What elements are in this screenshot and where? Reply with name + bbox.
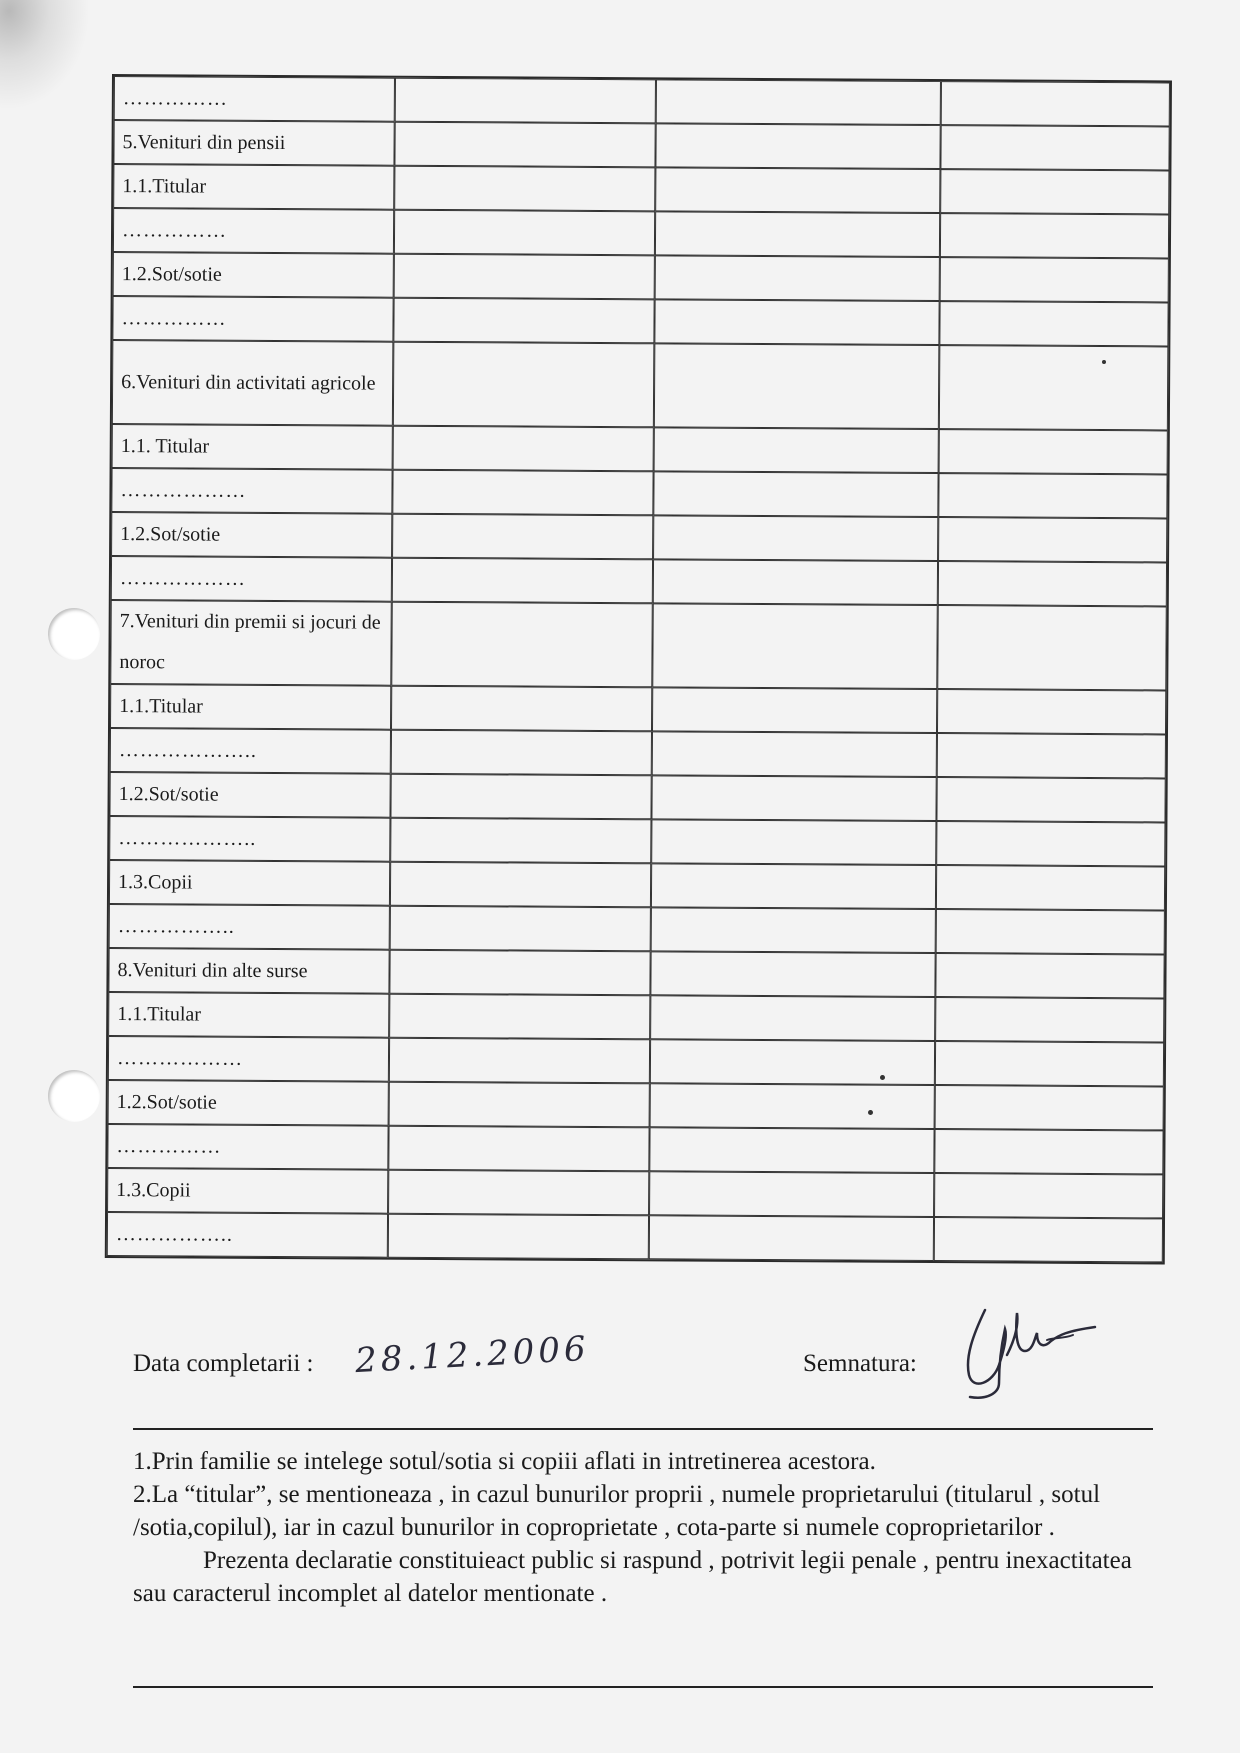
table-row xyxy=(110,728,1166,778)
date-value-handwritten: 28.12.2006 xyxy=(354,1328,591,1382)
empty-cell xyxy=(649,1171,934,1217)
empty-cell xyxy=(653,515,938,561)
empty-cell xyxy=(940,125,1169,170)
row-label: 1.3.Copii xyxy=(107,1168,388,1214)
punch-hole-bottom xyxy=(48,1070,100,1122)
table-row xyxy=(109,816,1165,866)
empty-cell xyxy=(651,863,936,909)
footnote-2: 2.La “titular”, se mentioneaza , in cazul bunurilor proprii , numele proprietarului (titularul , sotul /sotia,copilul), iar in cazul bunurilor in coproprietate , cota-parte si numele coproprietarilor . xyxy=(133,1481,1101,1541)
empty-cell xyxy=(390,862,651,908)
row-label: ……………… xyxy=(111,468,392,514)
empty-cell xyxy=(935,1041,1164,1086)
empty-cell xyxy=(934,1217,1163,1262)
empty-cell xyxy=(654,343,940,429)
empty-cell xyxy=(392,558,653,604)
empty-cell xyxy=(650,995,935,1041)
separator-line-bottom xyxy=(133,1686,1153,1688)
handwritten-signature xyxy=(955,1295,1105,1405)
empty-cell xyxy=(656,79,941,125)
empty-cell xyxy=(649,1127,934,1173)
empty-cell xyxy=(389,1038,650,1084)
empty-cell xyxy=(388,1126,649,1172)
table-row xyxy=(112,296,1168,346)
empty-cell xyxy=(388,1170,649,1216)
empty-cell xyxy=(653,559,938,605)
empty-cell xyxy=(654,299,939,345)
table-row xyxy=(107,1212,1163,1262)
empty-cell xyxy=(934,1129,1163,1174)
table-row xyxy=(110,684,1166,734)
signature-label: Semnatura: xyxy=(803,1350,917,1377)
row-label: 5.Venituri din pensii xyxy=(113,120,394,166)
empty-cell xyxy=(939,345,1169,430)
row-label: 1.1. Titular xyxy=(112,424,393,470)
empty-cell xyxy=(388,1214,649,1260)
empty-cell xyxy=(937,689,1166,734)
footnotes xyxy=(133,1445,1143,1610)
empty-cell xyxy=(935,953,1164,998)
empty-cell xyxy=(939,429,1168,474)
empty-cell xyxy=(940,257,1169,302)
empty-cell xyxy=(937,733,1166,778)
legal-statement: Prezenta declaratie constituieact public si raspund , potrivit legii penale , pentru inexactitatea sau caracterul incomplet al datelor mentionate . xyxy=(133,1547,1132,1607)
empty-cell xyxy=(653,471,938,517)
row-label: 1.2.Sot/sotie xyxy=(108,1080,389,1126)
row-label: …………… xyxy=(107,1124,388,1170)
empty-cell xyxy=(940,213,1169,258)
empty-cell xyxy=(655,167,940,213)
row-label: 1.1.Titular xyxy=(113,164,394,210)
empty-cell xyxy=(938,517,1167,562)
empty-cell xyxy=(936,777,1165,822)
empty-cell xyxy=(392,514,653,560)
table-row xyxy=(108,948,1164,998)
row-label: 6.Venituri din activitati agricole xyxy=(112,340,394,426)
row-label: 1.2.Sot/sotie xyxy=(109,772,390,818)
table-row xyxy=(108,992,1164,1042)
empty-cell xyxy=(391,686,652,732)
row-label: 1.1.Titular xyxy=(110,684,391,730)
empty-cell xyxy=(393,426,654,472)
empty-cell xyxy=(389,950,650,996)
empty-cell xyxy=(937,605,1167,690)
empty-cell xyxy=(391,602,653,688)
empty-cell xyxy=(395,78,656,124)
row-label: ……………… xyxy=(108,1036,389,1082)
table-row xyxy=(109,772,1165,822)
row-label: 1.1.Titular xyxy=(108,992,389,1038)
empty-cell xyxy=(938,473,1167,518)
table-row xyxy=(110,600,1166,690)
empty-cell xyxy=(651,819,936,865)
table-row xyxy=(108,1080,1164,1130)
empty-cell xyxy=(393,298,654,344)
empty-cell xyxy=(390,906,651,952)
row-label: ……………….. xyxy=(109,816,390,862)
row-label: …………… xyxy=(114,76,395,122)
empty-cell xyxy=(941,81,1170,126)
empty-cell xyxy=(935,997,1164,1042)
row-label: …………….. xyxy=(107,1212,388,1258)
row-label: 1.3.Copii xyxy=(109,860,390,906)
empty-cell xyxy=(394,166,655,212)
empty-cell xyxy=(652,687,937,733)
income-table-body xyxy=(107,76,1170,1262)
empty-cell xyxy=(389,1082,650,1128)
separator-line-top xyxy=(133,1428,1153,1430)
table-row xyxy=(109,904,1165,954)
empty-cell xyxy=(655,123,940,169)
empty-cell xyxy=(391,730,652,776)
empty-cell xyxy=(390,818,651,864)
row-label: 8.Venituri din alte surse xyxy=(108,948,389,994)
empty-cell xyxy=(650,1083,935,1129)
row-label: ……………….. xyxy=(110,728,391,774)
table-row xyxy=(111,512,1167,562)
table-row xyxy=(112,340,1168,430)
table-row xyxy=(114,76,1170,126)
empty-cell xyxy=(392,470,653,516)
empty-cell xyxy=(655,255,940,301)
table-row xyxy=(112,424,1168,474)
empty-cell xyxy=(651,907,936,953)
empty-cell xyxy=(934,1173,1163,1218)
table-row xyxy=(109,860,1165,910)
row-label: …………… xyxy=(113,208,394,254)
footnote-1: 1.Prin familie se intelege sotul/sotia si copiii aflati in intretinerea acestora. xyxy=(133,1448,876,1475)
row-label: 7.Venituri din premii si jocuri de noroc xyxy=(110,600,392,686)
empty-cell xyxy=(935,1085,1164,1130)
empty-cell xyxy=(390,774,651,820)
empty-cell xyxy=(393,342,655,428)
empty-cell xyxy=(939,301,1168,346)
date-label: Data completarii : xyxy=(133,1350,314,1377)
table-row xyxy=(113,120,1169,170)
scan-smudge xyxy=(0,0,90,110)
table-row xyxy=(107,1168,1163,1218)
empty-cell xyxy=(650,1039,935,1085)
empty-cell xyxy=(940,169,1169,214)
income-table xyxy=(105,74,1172,1264)
empty-cell xyxy=(938,561,1167,606)
empty-cell xyxy=(394,122,655,168)
empty-cell xyxy=(649,1215,934,1261)
empty-cell xyxy=(394,210,655,256)
table-row xyxy=(113,252,1169,302)
table-row xyxy=(111,468,1167,518)
empty-cell xyxy=(936,865,1165,910)
empty-cell xyxy=(936,909,1165,954)
table-row xyxy=(107,1124,1163,1174)
table-row xyxy=(113,164,1169,214)
row-label: …………… xyxy=(112,296,393,342)
empty-cell xyxy=(389,994,650,1040)
empty-cell xyxy=(652,603,938,689)
empty-cell xyxy=(651,775,936,821)
table-row xyxy=(113,208,1169,258)
empty-cell xyxy=(655,211,940,257)
row-label: 1.2.Sot/sotie xyxy=(113,252,394,298)
empty-cell xyxy=(936,821,1165,866)
empty-cell xyxy=(394,254,655,300)
empty-cell xyxy=(654,427,939,473)
empty-cell xyxy=(652,731,937,777)
table-row xyxy=(108,1036,1164,1086)
row-label: …………….. xyxy=(109,904,390,950)
table-row xyxy=(111,556,1167,606)
empty-cell xyxy=(650,951,935,997)
punch-hole-top xyxy=(48,608,100,660)
row-label: ……………… xyxy=(111,556,392,602)
row-label: 1.2.Sot/sotie xyxy=(111,512,392,558)
